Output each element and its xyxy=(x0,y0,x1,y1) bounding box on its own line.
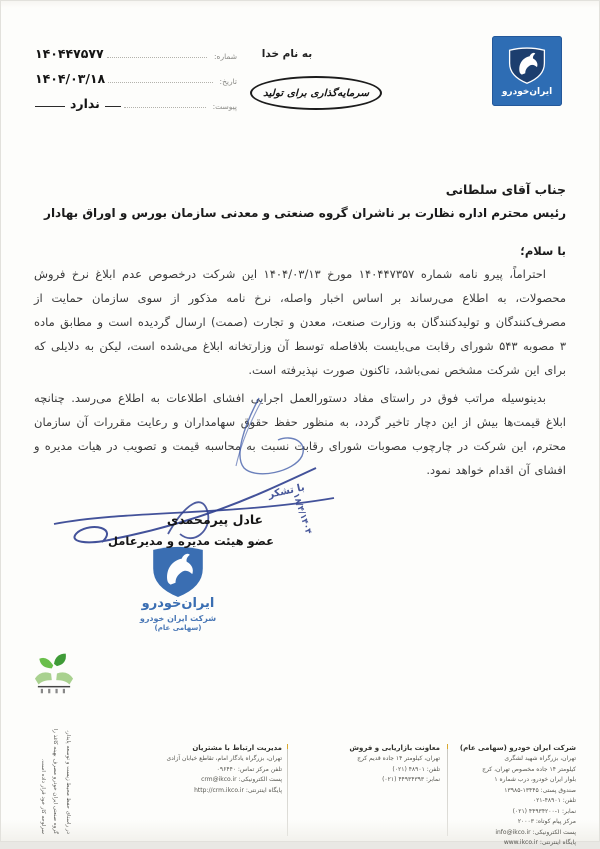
footer-line: کیلومتر ۱۴ جاده مخصوص تهران، کرج xyxy=(482,765,576,773)
footer-line: نمابر: ۱-۴۴۹۳۴۲۰۰ (۰۲۱) xyxy=(512,807,576,815)
footer-line: پایگاه اینترنتی: www.ikco.ir xyxy=(503,839,576,846)
logo-wordmark: ایران‌خودرو xyxy=(501,87,553,97)
dash-line xyxy=(105,106,121,107)
salutation: با سلام؛ xyxy=(520,244,566,258)
eco-note-line: سرلوحه کار خود قرار داده است. xyxy=(39,758,46,834)
footer-crm-lines xyxy=(124,754,282,796)
footer-separator xyxy=(287,744,288,836)
year-slogan-text: سرمایه‌گذاری برای تولید xyxy=(262,87,370,99)
date-value: ۱۴۰۴/۰۳/۱۸ xyxy=(35,71,106,86)
footer-sales-address xyxy=(290,744,440,786)
footer-line: بلوار ایران خودرو، درب شماره ۱ xyxy=(494,776,576,783)
eco-sidebar xyxy=(28,644,80,700)
recipient-title: رئیس محترم اداره نظارت بر ناشران گروه صنعتی و معدنی سازمان بورس و اوراق بهادار xyxy=(44,206,566,220)
eco-note-line: گروه صنعتی ایران خودرو مصرف بهینه کاغذ را xyxy=(52,728,59,834)
date-label: تاریخ: xyxy=(219,77,237,86)
footer-company-title: شرکت ایران خودرو (سهامی عام) xyxy=(459,744,576,752)
meta-row-date xyxy=(35,71,237,86)
attachment-value: ندارد xyxy=(70,96,100,111)
stamp-company-type: (سهامی عام) xyxy=(154,624,202,632)
body-paragraph-1: احتراماً، پیرو نامه شماره ۱۴۰۴۴۷۳۵۷ مورخ ۱۴۰۴/۰۳/۱۳ این شرکت درخصوص عدم ابلاغ نرخ فروش محصولات، به اطلاع می‌رساند بر اساس اخبار واصله، نرخ نامه مذکور از سوی سازمان حمایت از مصرف‌کنندگان و تولیدکنندگان به وزارت صنعت، معدن و تجارت (صمت) ارسال گردیده است و مطابق ماده ۳ مصوبه ۵۴۳ شورای رقابت می‌بایست بلافاصله توسط آن وزارتخانه ابلاغ می‌شده است، لیکن به دلایلی که برای این شرکت مشخص نمی‌باشد، تاکنون صورت نپذیرفته است. xyxy=(34,267,566,377)
footer-company-lines xyxy=(444,754,576,849)
dash-line xyxy=(35,106,65,107)
footer-separator xyxy=(447,744,448,836)
handwritten-thanks: با تشکر xyxy=(267,482,306,501)
footer-sales-title: معاونت بازاریابی و فروش xyxy=(349,744,440,752)
footer-line: تلفن: ۴۸۹۰۱-۰۲۱ xyxy=(532,797,576,804)
dotted-leader xyxy=(124,106,206,108)
footer-line: پست الکترونیکی: crm@ikco.ir xyxy=(201,776,282,783)
year-slogan-stamp xyxy=(250,76,382,110)
iran-khodro-logo xyxy=(492,36,562,106)
footer-sales-lines xyxy=(290,754,440,786)
handwritten-date: ۱۸/۴/۱۴۰۴ xyxy=(290,492,314,536)
recipient-block xyxy=(34,182,566,220)
eco-note xyxy=(36,702,74,834)
footer-line: پایگاه اینترنتی: http://crm.ikco.ir xyxy=(194,786,282,794)
meta-row-attachment xyxy=(35,96,237,111)
recipient-name: جناب آقای سلطانی xyxy=(445,182,566,197)
dotted-leader xyxy=(107,56,207,58)
stamp-horse-shield-icon xyxy=(147,540,209,602)
body-paragraph-2: بدینوسیله مراتب فوق در راستای مفاد دستورالعمل اجرایی افشای اطلاعات به اطلاع می‌رسد. چنانچه ابلاغ قیمت‌ها بیش از این دچار تاخیر گردد، به منظور حفظ حقوق سهامداران و رعایت مقررات آن سازمان محترم، این شرکت در چارچوب مصوبات شورای رقابت نسبت به محاسبه قیمت و تصویب در هیات مدیره و افشای آن اقدام خواهد نمود. xyxy=(34,391,566,477)
footer-line: تهران، بزرگراه یادگار امام، تقاطع خیابان آزادی xyxy=(166,755,282,762)
company-stamp xyxy=(118,540,238,632)
letter-meta xyxy=(35,46,237,121)
footer-line: تلفن: ۴۸۹۰۱ (۰۲۱) xyxy=(392,765,440,773)
footer-line: پست الکترونیکی: info@ikco.ir xyxy=(495,828,576,836)
eco-note-line: در راستای حفظ محیط زیست و توسعه پایدار، xyxy=(65,730,71,834)
footer-line: تهران، کیلومتر ۱۴ جاده قدیم کرج xyxy=(357,755,440,762)
signer-title: عضو هیئت مدیره و مدیرعامل xyxy=(108,534,274,548)
footer-crm-address xyxy=(124,744,282,796)
footer-company-address xyxy=(444,744,576,849)
bismillah-text: به نام خدا xyxy=(261,48,313,60)
footer-line: صندوق پستی: ۱۳۴۴۵-۱۳۹۸۵ xyxy=(504,786,576,794)
horse-shield-icon xyxy=(505,45,549,85)
attachment-label: پیوست: xyxy=(212,102,237,111)
stamp-wordmark: ایران‌خودرو xyxy=(141,596,215,611)
dotted-leader xyxy=(108,81,212,83)
meta-row-number xyxy=(35,46,237,61)
footer-line: نمابر: ۴۴۹۳۴۳۹۳ (۰۲۱) xyxy=(382,776,440,783)
number-label: شماره: xyxy=(214,52,237,61)
signer-name: عادل پیرمحمدی xyxy=(166,512,264,527)
stamp-company-name: شرکت ایران خودرو xyxy=(139,614,217,623)
number-value: ۱۴۰۴۴۷۵۷۷ xyxy=(35,46,104,61)
hands-leaves-eco-icon xyxy=(32,644,76,700)
footer-line: تلفن مرکز تماس: ۰۹۶۴۴۰ xyxy=(216,765,282,773)
footer-line: تهران، بزرگراه شهید لشگری xyxy=(504,755,576,762)
footer-line: مرکز پیام کوتاه: ۲۰۰۰۳ xyxy=(517,818,576,825)
footer-crm-title: مدیریت ارتباط با مشتریان xyxy=(192,744,282,752)
